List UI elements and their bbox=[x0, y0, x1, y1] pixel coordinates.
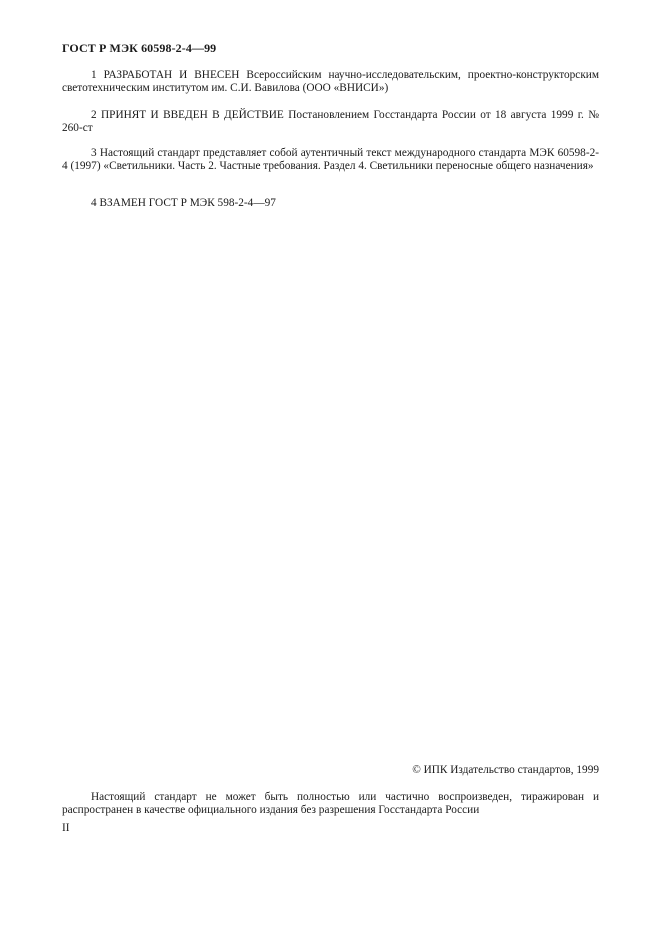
paragraph-text: ГОСТ Р МЭК 598-2-4—97 bbox=[148, 197, 276, 209]
paragraph-lead: ПРИНЯТ И ВВЕДЕН В ДЕЙСТВИЕ bbox=[101, 109, 284, 121]
paragraph-number: 4 bbox=[91, 197, 97, 209]
paragraph-number: 3 bbox=[91, 147, 97, 159]
reproduction-notice: Настоящий стандарт не может быть полностью или частично воспроизведен, тиражирован и распространен в качестве официального издания без разрешения Госстандарта России bbox=[62, 791, 599, 817]
paragraph-replaces bbox=[62, 197, 599, 210]
page-number: II bbox=[62, 822, 70, 834]
paragraph-number: 1 bbox=[91, 69, 97, 81]
paragraph-text: Постановлением Госстандарта России от 18 августа 1999 г. № 260-ст bbox=[62, 109, 600, 134]
paragraph-lead: РАЗРАБОТАН И ВНЕСЕН bbox=[103, 69, 240, 81]
paragraph-adopted bbox=[62, 109, 599, 134]
paragraph-text: Настоящий стандарт представляет собой аутентичный текст международного стандарта МЭК 60598-2-4 (1997) «Светильники. Часть 2. Частные требования. Раздел 4. Светильники переносные общего назначения» bbox=[62, 147, 599, 172]
paragraph-developed-by bbox=[62, 69, 599, 94]
paragraph-lead: ВЗАМЕН bbox=[99, 197, 146, 209]
paragraph-text: Всероссийским научно-исследовательским, проектно-конструкторским светотехническим институтом им. С.И. Вавилова (ООО «ВНИСИ») bbox=[62, 69, 600, 94]
paragraph-number: 2 bbox=[91, 109, 97, 121]
document-header: ГОСТ Р МЭК 60598-2-4—99 bbox=[62, 41, 217, 55]
paragraph-authentic-text bbox=[62, 147, 599, 172]
copyright-line: © ИПК Издательство стандартов, 1999 bbox=[412, 764, 599, 776]
